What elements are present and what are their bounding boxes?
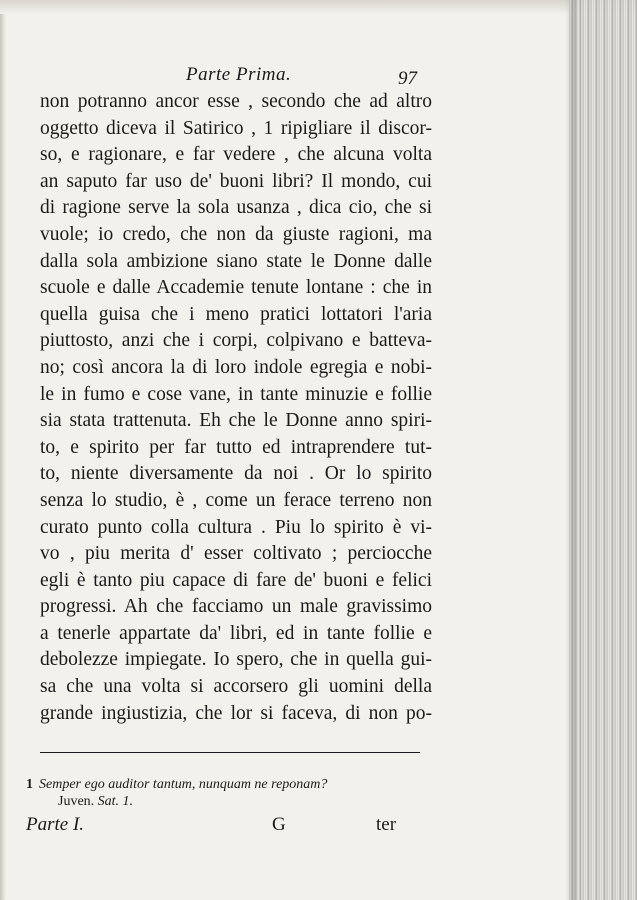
page-fore-edge [569,0,637,900]
text-line: scuole e dalle Accademie tenute lontane : che in [40,277,432,299]
text-line: le in fumo e cose vane, in tante minuzie e follie [40,383,432,405]
text-line: sia stata trattenuta. Eh che le Donne anno spiri- [40,410,432,432]
catchword: ter [376,814,397,835]
footnote [26,776,446,810]
signature-line [0,814,576,840]
text-line: quella guisa che i meno pratici lottatori l'aria [40,303,432,325]
page-left-shadow [0,0,6,900]
text-line: non potranno ancor esse , secondo che ad altro [40,91,432,112]
footnote-rule [40,752,420,753]
text-line: di ragione serve la sola usanza , dica cio, che si [40,197,432,219]
text-line: oggetto diceva il Satirico , 1 ripigliare il discor- [40,117,432,139]
footnote-source-author: Juven. [58,794,95,809]
body-text [40,89,432,727]
text-line: vo , piu merita d' esser coltivato ; perciocche [40,543,432,565]
running-head [0,64,576,88]
signature-part-label: Parte I. [26,814,85,835]
footnote-source-ref: Sat. 1. [97,794,134,809]
text-line: a tenerle appartate da' libri, ed in tante follie e [40,622,432,644]
text-line: no; così ancora la di loro indole egregia e nobi- [40,356,432,378]
footnote-marker: 1 [26,777,33,792]
text-line: senza lo studio, è , come un ferace terreno non [40,489,432,511]
page-top-edge [0,0,637,14]
text-line: so, e ragionare, e far vedere , che alcuna volta [40,144,432,166]
footnote-quote: Semper ego auditor tantum, nunquam ne reponam? [39,777,328,792]
footnote-quote-line [26,776,446,793]
text-line: an saputo far uso de' buoni libri? Il mondo, cui [40,170,432,192]
text-line: sa che una volta si accorsero gli uomini della [40,676,432,698]
text-line: debolezze impiegate. Io spero, che in quella gui- [40,649,432,671]
text-line: curato punto colla cultura . Piu lo spirito è vi- [40,516,432,538]
page-edge-shadow [565,0,577,900]
footnote-source [26,793,446,810]
text-line: grande ingiustizia, che lor si faceva, di non po- [40,702,432,724]
page-number: 97 [398,68,417,89]
text-line: egli è tanto piu capace di fare de' buoni e felici [40,569,432,591]
signature-mark: G [272,814,286,835]
text-line: progressi. Ah che facciamo un male gravissimo [40,596,432,618]
text-line: dalla sola ambizione siano state le Donne dalle [40,250,432,272]
text-line: to, niente diversamente da noi . Or lo spirito [40,463,432,485]
text-line: vuole; io credo, che non da giuste ragioni, ma [40,223,432,245]
text-line: piuttosto, anzi che i corpi, colpivano e batteva- [40,330,432,352]
running-title: Parte Prima. [186,64,292,85]
text-line: to, e spirito per far tutto ed intraprendere tut- [40,436,432,458]
